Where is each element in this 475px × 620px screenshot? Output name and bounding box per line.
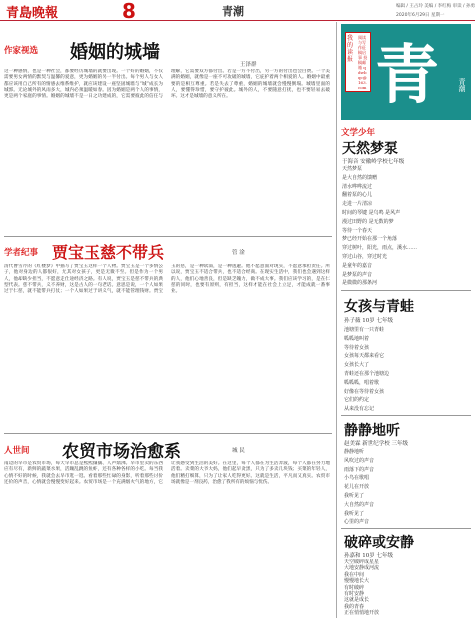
poem-line: 风吹过的声音	[344, 457, 375, 464]
article-title: 农贸市场治愈系	[62, 442, 181, 462]
poem-title: 静静地听	[344, 423, 400, 439]
newspaper-logo: 青島晚報	[6, 6, 59, 21]
article-body: 南边的早市是农贸市场，每天早市总是熙熙攘攘、人声鼎沸。早市里卖的东西应有尽有，新鲜的蔬菜水果，活蹦乱跳的鱼虾，还有各种各样的小吃。每当我心情不好的时候，我就会去早市逛一逛。看着那些忙碌的身影，听着那些讨价还价的声音，心情就会慢慢变好起来。农贸市场是一个充满烟火气的地方，它让我感受到生活的美好。在这里，每个人都在为生活奔波，每个人都在努力地活着。卖菜的大爷大妈，他们起早贪黑，只为了多卖几块钱；买菜的年轻人，他们精打细算，只为了让家人吃得更好。这就是生活，平凡而又真实。农贸市场就像是一剂良药，治愈了我所有的烦恼与忧伤。	[4, 461, 330, 485]
poem-author: 于海音 安徽岭学校七年级	[342, 159, 405, 165]
poem-body	[344, 326, 472, 414]
poem-line: 我的青春	[344, 603, 365, 610]
divider	[4, 433, 332, 434]
banner-big-char: 青	[375, 38, 439, 113]
poem-line: 花儿在开放	[344, 484, 370, 491]
poem-author: 赵美霖 新世纪学校 三年级	[344, 441, 408, 447]
poem-line: 呱呱地叫着	[344, 335, 370, 342]
poem-line: 雨落下的声音	[344, 466, 375, 473]
poem-line: 是童年的嘉音	[342, 262, 373, 269]
issue-date: 2020年6月29日 星期一	[396, 13, 445, 18]
divider	[4, 236, 332, 237]
qingchao-banner	[341, 24, 471, 120]
poem-line: 我听见了	[344, 492, 365, 499]
editor-credits: 编辑 / 王占玲 美编 / 李红梅 审读 / 孙勇	[396, 4, 475, 9]
page-header	[0, 0, 475, 21]
poem-line: 池塘里有一只青蛙	[344, 327, 385, 333]
article-author: 城 民	[232, 448, 245, 454]
article-title: 婚姻的城墙	[70, 42, 160, 63]
poem-line: 时间的琴键 是鸟鸣 是风声	[342, 209, 401, 216]
article-tag: 人世间	[4, 446, 30, 456]
poem-line: 女孩长大了	[344, 362, 370, 369]
article-tag: 作家视选	[4, 46, 39, 56]
poem-line: 心里的声音	[344, 519, 370, 526]
poem-line: 是梦泵的声音	[342, 271, 373, 278]
article-tag: 学者纪事	[4, 248, 39, 258]
poem-author: 孙嘉和 10岁 七年级	[344, 553, 393, 559]
article-body: 这一种感情，也是一种社会，都要经历城墙的就要出现。一个好的婚姻，不仅需要男女两情的默契与温馨的爱意，更为婚姻的另一半付出。每个男人与女人都应该用自己所有的情感去维系维护，就应该建设一座坚固城墙与“城”成长为城郭。无论城外的风雨多大，城内必须温暖如春。因为婚姻是两个人的事情，更是两个家庭的事情。婚姻的城墙不是一日之功建成的，它需要彼此的信任与理解，它需要双方都付出。若是一方不付出，另一方的付出也会白费。一个美满的婚姻，就像是一座不可攻破的城墙，它庇护着两个相爱的人。婚姻中最重要的是相互尊重。若是失去了尊重，婚姻的城墙就会慢慢倒塌。城墙里面的人，要懂得珍惜，要守护彼此。城外的人，不要随意打扰，也不要轻易去破坏。这才是城墙的意义所在。	[4, 69, 330, 100]
poem-line: 这就是成长	[344, 597, 370, 604]
poem-line: 我听见了	[344, 510, 365, 517]
poem-line: 大自然的声音	[344, 501, 375, 508]
poem-body	[342, 165, 472, 288]
poem-line: 呱呱呱，唱着歌	[344, 379, 380, 386]
poem-line: 青蛙还在那个池塘边	[344, 370, 390, 377]
poem-body	[344, 448, 472, 527]
poem-line: 梦已经开始在那一个角落	[342, 236, 398, 243]
poem-tag: 文学少年	[341, 128, 376, 138]
poem-line: 等待一个春天	[342, 227, 373, 234]
poem-line: 漫过田野的 是无数的梦	[342, 218, 394, 225]
poem-line: 穿过山谷，穿过时光	[342, 253, 388, 260]
poem-line: 慢慢地长大	[344, 578, 370, 585]
stamp-title: 我的读报	[347, 35, 354, 63]
banner-side-text: 青潮	[458, 78, 466, 92]
poem-line: 小鸟在歌唱	[344, 475, 370, 482]
divider	[341, 290, 471, 291]
poem-line: 静静地听	[344, 449, 365, 455]
poem-line: 女孩每天都来看它	[344, 353, 385, 360]
poem-line: 我在中间	[344, 571, 365, 578]
poem-body	[344, 559, 472, 619]
divider	[341, 528, 471, 529]
poem-line: 是大自然的馈赠	[342, 174, 378, 181]
poem-author: 孙子薇 10岁 七年级	[344, 318, 393, 324]
section-name: 青潮	[222, 5, 244, 18]
poem-line: 穿过树叶，阳光，雨点，溪水……	[342, 245, 418, 252]
poem-line: 等待着女孩	[344, 344, 370, 351]
column-divider	[336, 22, 337, 618]
poem-line: 从来没有忘记	[344, 406, 375, 413]
poem-title: 破碎或安静	[344, 535, 414, 551]
poem-line: 走进一片清凉	[342, 201, 373, 208]
divider	[341, 415, 471, 416]
article-title: 贾宝玉慈不带兵	[52, 243, 165, 262]
poem-line: 正在悄悄地开放	[344, 610, 380, 617]
poem-line: 天空破碎成星星	[344, 559, 380, 565]
poem-line: 它们的约定	[344, 397, 370, 404]
article-body: 清代曹雪芹的《红楼梦》中描写了贾宝玉这样一个人物。贾宝玉是一个多情公子，他对身边的人都很好，尤其对女孩子，更是无微不至。但是作为一个男人，他却缺少担当，不愿意走仕途经济之路。有人说，贾宝玉是慈不带兵的典型代表。慈不带兵，义不养财，这是古人的一句老话。意思是说，一个人如果过于仁慈，就不能带兵打仗；一个人如果过于讲义气，就不能管理钱财。贾宝玉的慈，是一种软弱，是一种逃避。他不愿意面对现实，不愿意承担责任。所以说，贾宝玉不适合带兵，也不适合经商。在现实生活中，我们也会遇到这样的人，他们心地善良，但是缺乏魄力，做不成大事。我们应该学习的，是在仁慈的同时，也要有原则，有担当，这样才能在社会上立足，才能成就一番事业。	[4, 264, 330, 295]
poem-title: 天然梦泵	[342, 141, 398, 157]
poem-line: 清水哗哗流过	[342, 183, 373, 190]
poem-title: 女孩与青蛙	[344, 299, 414, 315]
poem-line: 有时破碎	[344, 584, 365, 591]
stamp-seal	[345, 32, 371, 92]
poem-line: 是微微的那条河	[342, 280, 378, 287]
poem-line: 有时安静	[344, 591, 365, 598]
poem-line: 好像在等待着女孩	[344, 388, 385, 395]
article-author: 王泽群	[240, 62, 257, 68]
article-author: 管 淦	[232, 250, 245, 256]
poem-line: 大地安静成河流	[344, 565, 380, 572]
stamp-body: 阅读与写作征稿启事 投稿邮箱 qdwbqc@163.com	[358, 35, 368, 90]
poem-line: 翻着泵的心儿	[342, 192, 373, 199]
poem-line: 天然梦泵	[342, 166, 363, 172]
page-number: 8	[122, 0, 136, 23]
